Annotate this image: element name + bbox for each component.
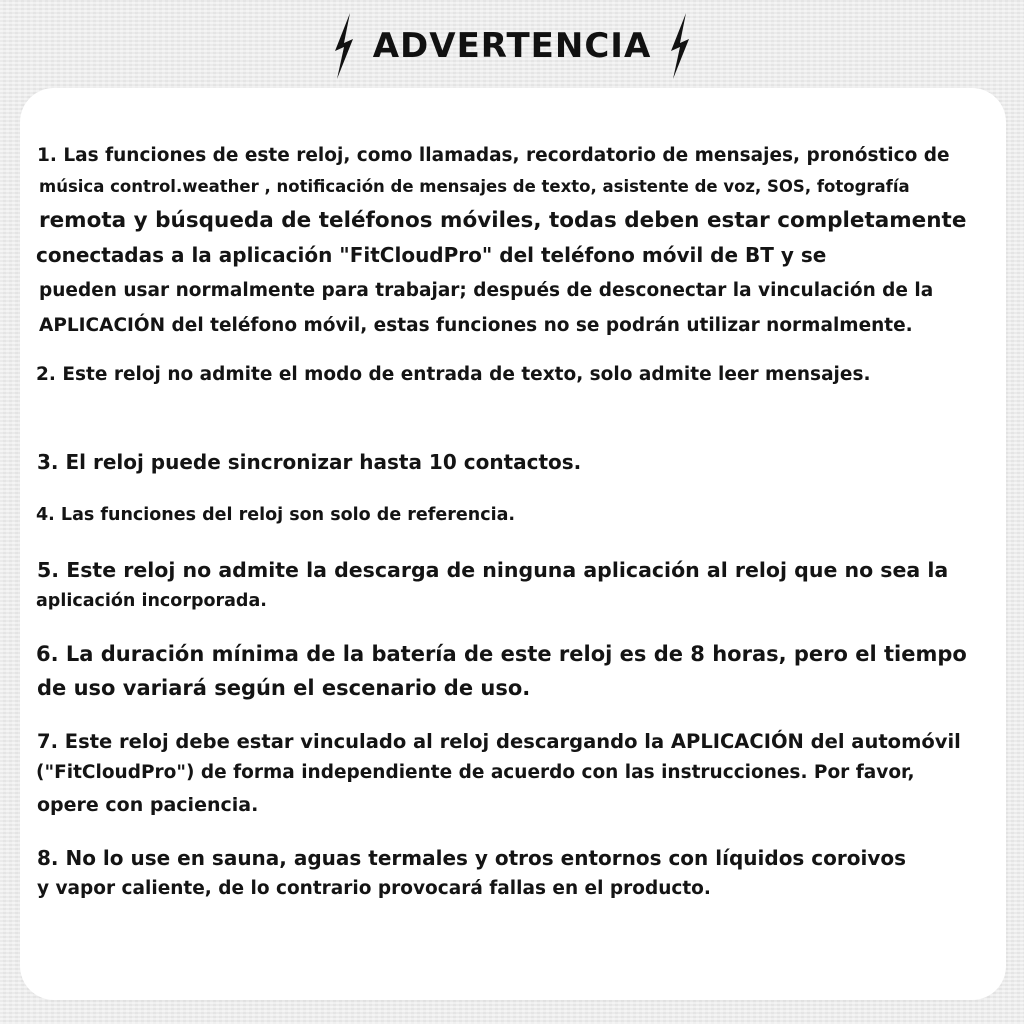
warning-item-7-line-2: ("FitCloudPro") de forma independiente de acuerdo con las instrucciones. Por favor, [36,762,915,783]
warning-item-1-line-3: remota y búsqueda de teléfonos móviles, todas deben estar completamente [39,208,967,233]
warning-item-1-line-1: 1. Las funciones de este reloj, como llamadas, recordatorio de mensajes, pronóstico de [37,145,950,166]
warning-item-8-line-2: y vapor caliente, de lo contrario provocará fallas en el producto. [37,878,711,899]
lightning-bolt-icon [667,11,693,81]
warning-card [20,88,1006,1000]
warning-item-1-line-4: conectadas a la aplicación "FitCloudPro" del teléfono móvil de BT y se [36,243,827,267]
warning-item-8-line-1: 8. No lo use en sauna, aguas termales y otros entornos con líquidos coroivos [37,846,907,870]
warning-item-1-line-5: pueden usar normalmente para trabajar; después de desconectar la vinculación de la [39,280,934,301]
warning-item-7-line-3: opere con paciencia. [37,794,259,816]
lightning-bolt-icon [331,11,357,81]
warning-header [0,8,1024,84]
warning-item-5-line-1: 5. Este reloj no admite la descarga de ninguna aplicación al reloj que no sea la [37,558,949,582]
warning-item-4-line-1: 4. Las funciones del reloj son solo de referencia. [36,505,516,525]
page-title: ADVERTENCIA [372,26,652,66]
warning-item-6-line-1: 6. La duración mínima de la batería de este reloj es de 8 horas, pero el tiempo [36,642,967,666]
warning-item-7-line-1: 7. Este reloj debe estar vinculado al reloj descargando la APLICACIÓN del automóvil [37,730,961,753]
warning-item-6-line-2: de uso variará según el escenario de uso. [37,676,531,700]
warning-item-3-line-1: 3. El reloj puede sincronizar hasta 10 contactos. [37,450,582,474]
warning-item-1-line-2: música control.weather , notificación de mensajes de texto, asistente de voz, SOS, fotografía [39,177,910,196]
warning-item-5-line-2: aplicación incorporada. [36,591,267,611]
warning-item-2-line-1: 2. Este reloj no admite el modo de entrada de texto, solo admite leer mensajes. [36,364,871,385]
warning-item-1-line-6: APLICACIÓN del teléfono móvil, estas funciones no se podrán utilizar normalmente. [39,315,913,336]
